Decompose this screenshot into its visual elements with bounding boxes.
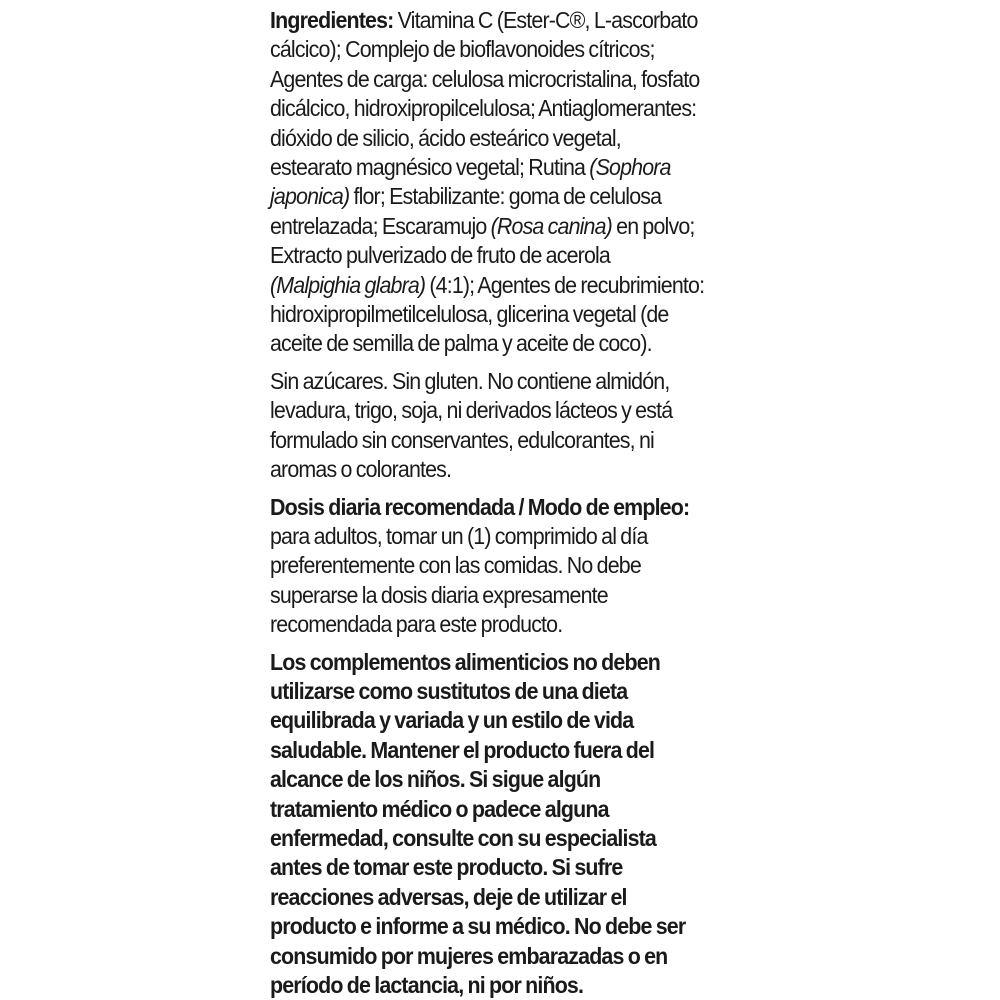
text-line — [270, 6, 716, 35]
text-segment: aceite de semilla de palma y aceite de coco). — [270, 330, 652, 357]
text-line — [270, 824, 716, 853]
product-label-text — [270, 6, 716, 1000]
text-segment: saludable. Mantener el producto fuera del — [270, 736, 655, 763]
text-line — [270, 912, 716, 941]
text-segment: Extracto pulverizado de fruto de acerola — [270, 242, 610, 269]
text-line — [270, 94, 716, 123]
text-segment: en polvo; — [611, 212, 695, 239]
text-line — [270, 212, 716, 241]
text-line — [270, 300, 716, 329]
text-line — [270, 795, 716, 824]
text-segment: (4:1); Agentes de recubrimiento: — [425, 271, 705, 298]
text-line — [270, 455, 716, 484]
warning-section — [270, 648, 716, 1000]
text-segment: estearato magnésico vegetal; Rutina — [270, 154, 590, 181]
text-segment: dióxido de silicio, ácido esteárico vegetal, — [270, 124, 621, 151]
text-segment: consumido por mujeres embarazadas o en — [270, 942, 668, 969]
text-line — [270, 581, 716, 610]
free-from-section — [270, 367, 716, 485]
text-line — [270, 182, 716, 211]
ingredients-section — [270, 6, 716, 359]
text-line — [270, 153, 716, 182]
text-line — [270, 241, 716, 270]
text-segment: recomendada para este producto. — [270, 611, 563, 638]
text-line — [270, 35, 716, 64]
text-segment: dicálcico, hidroxipropilcelulosa; Antiaglomerantes: — [270, 95, 697, 122]
dosage-section — [270, 493, 716, 640]
latin-name: (Malpighia glabra) — [270, 271, 426, 298]
text-segment: equilibrada y variada y un estilo de vida — [270, 707, 634, 734]
latin-name: (Sophora — [589, 154, 671, 181]
text-line — [270, 426, 716, 455]
text-segment: Vitamina C (Ester-C®, L-ascorbato — [397, 7, 698, 33]
text-segment: enfermedad, consulte con su especialista — [270, 824, 657, 851]
latin-name: japonica) — [270, 183, 350, 210]
text-segment: reacciones adversas, deje de utilizar el — [270, 883, 627, 910]
text-line — [270, 329, 716, 358]
text-line — [270, 706, 716, 735]
text-segment: producto e informe a su médico. No debe ser — [270, 913, 686, 940]
text-line — [270, 677, 716, 706]
text-segment: tratamiento médico o padece alguna — [270, 795, 609, 822]
text-segment: hidroxipropilmetilcelulosa, glicerina vegetal (de — [270, 301, 669, 328]
text-segment: aromas o colorantes. — [270, 456, 452, 483]
text-segment: antes de tomar este producto. Si sufre — [270, 854, 623, 881]
text-segment: preferentemente con las comidas. No debe — [270, 552, 641, 579]
text-line — [270, 648, 716, 677]
text-line — [270, 522, 716, 551]
text-segment: Sin azúcares. Sin gluten. No contiene almidón, — [270, 367, 670, 394]
text-line — [270, 551, 716, 580]
text-segment: flor; Estabilizante: goma de celulosa — [349, 183, 662, 210]
text-segment: utilizarse como sustitutos de una dieta — [270, 677, 628, 704]
text-line — [270, 942, 716, 971]
text-line — [270, 367, 716, 396]
text-segment: Los complementos alimenticios no deben — [270, 648, 660, 675]
latin-name: (Rosa canina) — [490, 212, 612, 239]
text-segment: formulado sin conservantes, edulcorantes, ni — [270, 426, 654, 453]
text-segment: levadura, trigo, soja, ni derivados lácteos y está — [270, 397, 673, 424]
text-line — [270, 883, 716, 912]
text-line — [270, 271, 716, 300]
section-heading: Ingredientes: — [270, 7, 394, 33]
text-line — [270, 124, 716, 153]
text-line — [270, 971, 716, 1000]
text-line — [270, 396, 716, 425]
text-segment: Agentes de carga: celulosa microcristalina, fosfato — [270, 65, 700, 92]
text-segment: superarse la dosis diaria expresamente — [270, 581, 608, 608]
text-segment: alcance de los niños. Si sigue algún — [270, 766, 601, 793]
text-segment: período de lactancia, ni por niños. — [270, 972, 584, 998]
text-line — [270, 65, 716, 94]
text-segment: cálcico); Complejo de bioflavonoides cítricos; — [270, 36, 655, 63]
section-heading: Dosis diaria recomendada / Modo de empleo: — [270, 493, 690, 520]
text-segment: entrelazada; Escaramujo — [270, 212, 491, 239]
text-line — [270, 736, 716, 765]
text-line — [270, 610, 716, 639]
text-segment: para adultos, tomar un (1) comprimido al día — [270, 522, 648, 549]
text-line — [270, 765, 716, 794]
heading-line — [270, 493, 716, 522]
text-line — [270, 853, 716, 882]
